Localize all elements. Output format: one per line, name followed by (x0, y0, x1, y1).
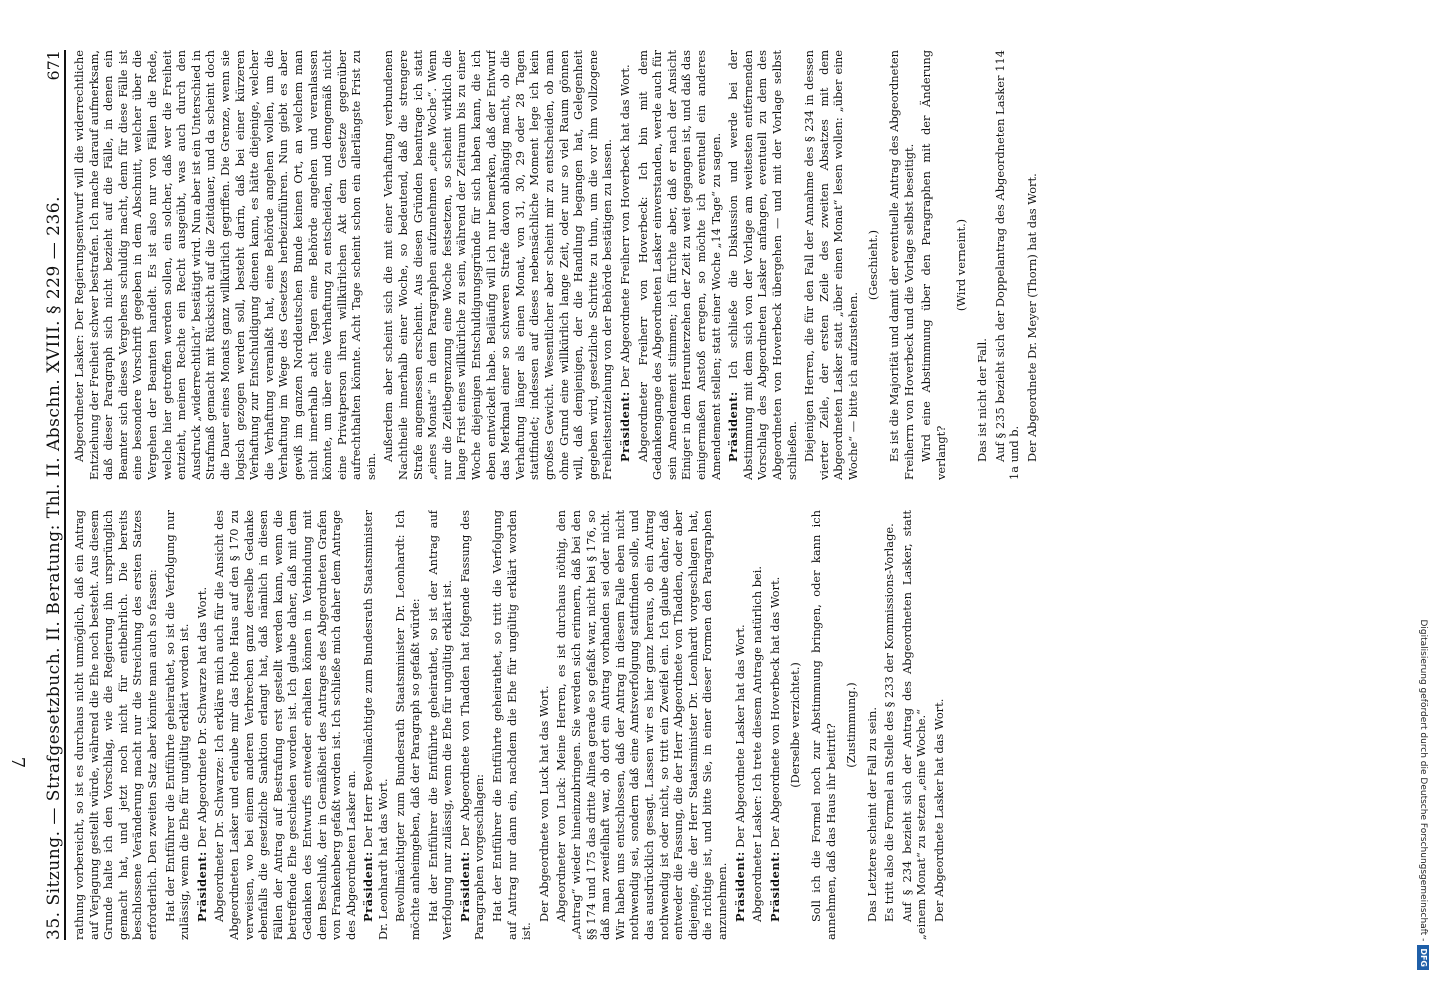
paragraph (887, 50, 916, 480)
paragraph (865, 510, 880, 940)
text-column-right (72, 50, 1337, 480)
paragraph-text: Das Letztere scheint der Fall zu sein. (864, 707, 879, 922)
paragraph (618, 50, 633, 480)
paragraph-text: Es ist die Majorität und damit der eventuelle Antrag des Abgeordneten Freiherrn von Hoverbeck und die Vorlage selbst beseitigt. (887, 50, 916, 480)
paragraph (993, 50, 1022, 480)
paragraph (72, 510, 160, 940)
paragraph-text: (Wird verneint.) (954, 218, 969, 312)
paragraph-text: (Derselbe verzichtet.) (788, 662, 803, 788)
paragraph (212, 510, 358, 940)
paragraph-text: Der Abgeordnete von Hoverbeck hat das Wort. (767, 576, 782, 852)
paragraph-text: Der Abgeordnete Lasker hat das Wort. (932, 698, 947, 922)
paragraph-text: Soll ich die Formel noch zur Abstimmung bringen, oder kann ich annehmen, daß das Haus ihr beitritt? (808, 510, 838, 940)
paragraph-text: Hat der Entführer die Entführte geheirathet, so tritt die Verfolgung auf Antrag nur dann ein, nachdem die Ehe für ungültig erklärt worden ist. (490, 510, 534, 940)
paragraph-text: Bevollmächtigter zum Bundesrath Staatsminister Dr. Leonhardt: Ich möchte anheimgeben, daß der Paragraph so gefaßt würde: (393, 510, 423, 940)
dfg-logo: DFG (1417, 945, 1429, 970)
paragraph-text: Hat der Entführer die Entführte geheirathet, so ist die Verfolgung nur zulässig, wenn die Ehe für ungültig erklärt worden ist. (162, 510, 192, 940)
credit-text: Digitalisierung gefördert durch die Deutsche Forschungsgemeinschaft - (1418, 619, 1428, 942)
speaker-label: Präsident: (457, 851, 472, 922)
paragraph-text: Auf § 235 bezieht sich der Doppelantrag des Abgeordneten Lasker 114 1a und b. (992, 50, 1022, 480)
page-header (42, 50, 66, 940)
paragraph (768, 510, 783, 940)
paragraph (72, 50, 378, 480)
speaker-label: Präsident: (732, 851, 747, 922)
paragraph-text: Der Abgeordnete Dr. Meyer (Thorn) hat das Wort. (1024, 173, 1039, 462)
paragraph (866, 50, 881, 480)
paragraph-text: Ich schließe die Diskussion und werde bei der Abstimmung mit dem sich von der Vorlage am weitesten entfernenden Vorschlag des Abgeordneten Lasker anfangen, eventuell zu dem des Abgeordneten von Hoverbeck übergehen — und mit der Vorlage selbst schließen. (726, 50, 799, 480)
paragraph-text: Abgeordneter Lasker: Ich trete diesem Antrage natürlich bei. (750, 565, 765, 922)
paragraph-text: Abgeordneter von Luck: Meine Herren, es ist durchaus nöthig, den „Antrag“ wieder hineinzubringen. Sie werden sich erinnern, daß bei den §§ 174 und 175 das dritte Alinea gerade so gefaßt war, nicht bei § 176, so daß man zweifelhaft war, ob dort ein Antrag vorhanden sei oder nicht. Wir haben uns entschlossen, daß der Antrag in diesem Falle eben nicht nothwendig sei, sondern daß eine Amtsverfolgung stattfinden solle, und das ausdrücklich gesagt. Lassen wir es hier ganz heraus, ob ein Antrag nothwendig ist oder nicht, so tritt ein Zweifel ein. Ich glaube daher, daß entweder die Fassung, die der Herr Abgeordnete von Thadden, oder aber diejenige, die der Herr Staatsminister Dr. Leonhardt vorgeschlagen hat, die richtige ist, und bitte Sie, in einer dieser Formen den Paragraphen anzunehmen. (554, 510, 729, 940)
paragraph (537, 510, 552, 940)
paragraph (919, 50, 948, 480)
paragraph-text: (Zustimmung.) (844, 682, 859, 768)
paragraph-text: Der Abgeordnete Dr. Schwarze hat das Wort. (194, 586, 209, 852)
paragraph-text: Außerdem aber scheint sich die mit einer Verhaftung verbundenen Nachtheile innerhalb einer Woche, so bedeutend, daß die strengere Strafe angemessen erscheint. Aus diesen Gründen beantrage ich statt „eines Monats“ in dem Paragraphen aufzunehmen „eine Woche“. Wenn nur die Zeitbegrenzung eine Woche festsetzen, so scheint wirklich die lange Frist eines willkürliche zu sein, während der Zeitraum bis zu einer Woche diejenigen Entschuldigungsgründe für sich haben kann, die ich eben entwickelt habe. Beiläufig will ich nur bemerken, daß der Entwurf das Merkmal einer so schweren Strafe davon abhängig macht, ob die Verhaftung länger als einen Monat, von 31, 30, 29 oder 28 Tagen stattfindet; indessen auf dieses nebensächliche Moment lege ich kein großes Gewicht. Wesentlicher aber scheint mir zu entscheiden, ob man ohne Grund eine willkürlich lange Zeit, oder nur so viel Raum gönnen will, daß demjenigen, der die Handlung begangen hat, Gelegenheit gegeben wird, gesetzliche Schritte zu thun, um die vor ihm vollzogene Freiheitsentziehung von der Behörde bestätigen zu lassen. (381, 50, 615, 480)
paragraph (636, 50, 724, 480)
paragraph-text: Der Abgeordnete Lasker hat das Wort. (732, 624, 747, 852)
paragraph (393, 510, 422, 940)
paragraph (844, 510, 859, 940)
paragraph (900, 510, 929, 940)
page-number: 671 (44, 50, 63, 81)
speaker-label: Präsident: (767, 851, 782, 922)
paragraph-text: Der Herr Bevollmächtigte zum Bundesrath Staatsminister Dr. Leonhardt hat das Wort. (361, 510, 390, 940)
paragraph (381, 50, 615, 480)
speaker-label: Präsident: (194, 851, 209, 922)
paragraph-text: Wird eine Abstimmung über den Paragraphen mit der Änderung verlangt? (919, 50, 948, 480)
paragraph-text: (Geschieht.) (866, 229, 881, 301)
paragraph-text: Diejenigen Herren, die für den Fall der Annahme des § 234 in dessen vierter Zeile, der ersten Zeile des zweiten Absatzes mit dem Abgeordneten Lasker statt „über einen Monat“ lesen wollen: „über eine Woche“ — bitte ich aufzustehen. (802, 50, 860, 480)
paragraph (932, 510, 947, 940)
paragraph (954, 50, 969, 480)
paragraph (788, 510, 803, 940)
paragraph-text: Abgeordneter Dr. Schwarze: Ich erkläre mich auch für die Ansicht des Abgeordneten Lasker und erlaube mir das Hohe Haus auf den § 170 zu verweisen, wo bei einem anderen Verbrechen ganz derselbe Gedanke ebenfalls die gesetzliche Sanktion erlangt hat, daß nämlich in diesen Fällen der Antrag auf Bestrafung erst gestellt werden kann, wenn die betreffende Ehe geschieden worden ist. Ich glaube daher, daß mit dem Gedanken des Entwurfs entweder erhalten können in Verbindung mit dem Beschluß, der in Gemäßheit des Antrages des Abgeordneten Grafen von Frankenberg gefaßt worden ist. Ich schließe mich daher dem Antrage des Abgeordneten Lasker an. (212, 510, 358, 940)
paragraph (726, 50, 799, 480)
paragraph (458, 510, 487, 940)
paragraph (750, 510, 765, 940)
paragraph-text: Abgeordneter Freiherr von Hoverbeck: Ich bin mit dem Gedankengange des Abgeordneten Lasker einverstanden, werde auch für sein Amendement stimmen; ich fürchte aber, daß er nach der Ansicht Einiger in dem Herunterzehen der Zeit zu weit gegangen ist, und daß das einigermaßen Anstoß erregen, so möchte ich eventuell ein anderes Amendement stellen; statt einer Woche „14 Tage“ zu sagen. (635, 50, 723, 480)
paragraph-text: Es tritt also die Formel an Stelle des § 233 der Kommissions-Vorlage. (882, 523, 897, 922)
paragraph (1025, 50, 1040, 480)
paragraph (802, 50, 860, 480)
digitization-credit (1416, 30, 1430, 970)
paragraph-text: Der Abgeordnete von Luck hat das Wort. (536, 685, 551, 922)
paragraph (554, 510, 729, 940)
paragraph (975, 50, 990, 480)
running-title: 35. Sitzung. — Strafgesetzbuch. II. Beratung: Thl. II. Abschn. XVIII. § 229 — 236. (44, 196, 64, 940)
paragraph (195, 510, 210, 940)
paragraph (490, 510, 534, 940)
paragraph-text: Der Abgeordnete von Thadden hat folgende Fassung des Paragraphen vorgeschlagen: (457, 510, 487, 940)
speaker-label: Präsident: (361, 851, 376, 922)
paragraph (809, 510, 838, 940)
paragraph (733, 510, 748, 940)
paragraph-text: Auf § 234 bezieht sich der Antrag des Abgeordneten Lasker, statt „einem Monat“ zu setzen „eine Woche.“ (899, 510, 929, 940)
stray-mark: 7 (7, 756, 29, 769)
speaker-label: Präsident: (726, 391, 741, 462)
paragraph (163, 510, 192, 940)
paragraph (426, 510, 455, 940)
paragraph (882, 510, 897, 940)
paragraph-text: Hat der Entführer die Entführte geheirathet, so ist der Antrag auf Verfolgung nur zulässig, wenn die Ehe für ungültig erklärt ist. (425, 510, 455, 940)
speaker-label: Präsident: (617, 391, 632, 462)
paragraph (361, 510, 390, 940)
paragraph-text: Abgeordneter Lasker: Der Regierungsentwurf will die widerrechtliche Entziehung der Freiheit schwer bestrafen. Ich mache darauf aufmerksam, daß dieser Paragraph sich nicht bezieht auf die Fälle, in denen ein Beamter sich dieses Vergehens schuldig macht, denn für diese Fälle ist eine besondere Vorschrift gegeben in dem Abschnitt, welcher über die Vergehen der Beamten handelt. Es ist also nur von Fällen die Rede, welche hier getroffen werden sollen, ein solcher, daß wer die Freiheit entzieht, meinen Rechte ein Recht ausgeübt, was auch durch den Ausdruck „widerrechtlich“ bestätigt wird. Nun aber ist ein Unterschied in Strafmaß gemacht mit Rücksicht auf die Zeitdauer, und da scheint doch die Dauer eines Monats ganz willkürlich gegriffen. Die Grenze, wenn sie logisch gezogen werden soll, besteht darin, daß bei einer kürzeren Verhaftung zur Entschuldigung dienen kann, es hätte diejenige, welcher die Verhaftung veranlaßt hat, eine Behörde angehen wollen, um die Verhaftung im Wege des Gesetzes herbeizuführen. Nun giebt es aber gewiß im ganzen Norddeutschen Bunde keinen Ort, an welchem man nicht innerhalb acht Tagen eine Behörde angehen und veranlassen könnte, um über eine Verhaftung zu entscheiden, und demgemäß nicht eine Privatperson ihren willkürlichen Akt dem Gesetze gegenüber aufrechthalten könnte. Acht Tage scheint schon ein allerlängste Frist zu sein. (72, 50, 378, 480)
text-column-left (72, 510, 1337, 940)
paragraph-text: Das ist nicht der Fall. (975, 338, 990, 462)
paragraph-text: rathung vorbereicht, so ist es durchaus nicht unmöglich, daß ein Antrag auf Verjagung gestellt würde, während die Ehe noch besteht. Aus diesem Grunde halte ich den Vorschlag, wie die Regierung ihn ursprünglich gemacht hat, und jetzt noch nicht für entbehrlich. Die bereits beschlossene Veränderung macht nur die Streichung des ersten Satzes erforderlich. Den zweiten Satz aber könnte man auch so fassen: (72, 510, 159, 940)
paragraph-text: Der Abgeordnete Freiherr von Hoverbeck hat das Wort. (617, 64, 632, 392)
